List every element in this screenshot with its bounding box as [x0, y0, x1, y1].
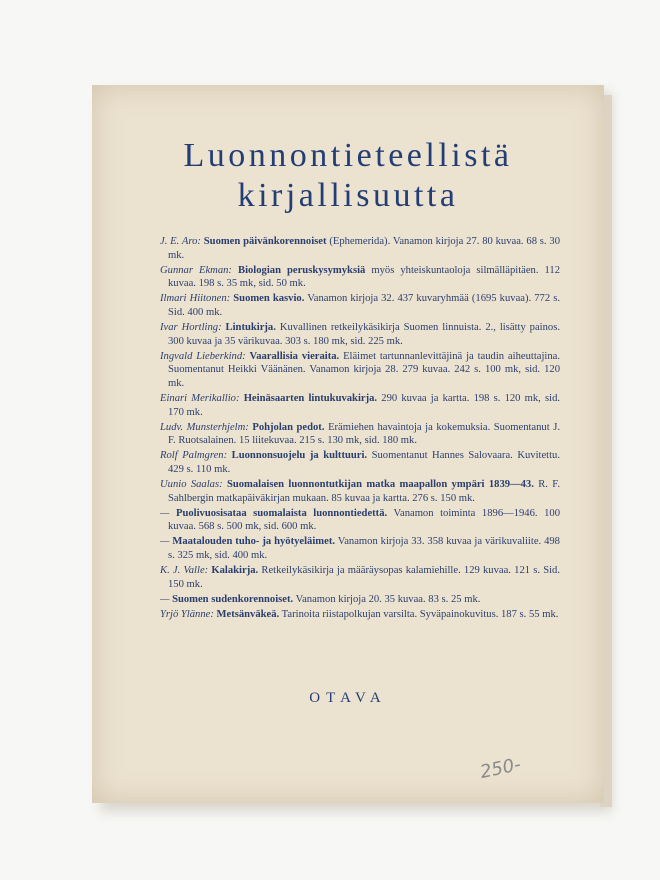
entry-description: Vanamon toiminta 1896—1946. 100 kuvaa. 568 s. 500 mk, sid. 600 mk. [168, 507, 560, 533]
entry-author: Ilmari Hiitonen: [160, 293, 231, 305]
entry-book-title: Vaarallisia vieraita. [249, 350, 340, 362]
catalog-entry [160, 350, 560, 391]
catalog-entry [160, 321, 560, 348]
book-catalog [160, 235, 560, 623]
entry-description: Retkeilykäsikirja ja määräysopas kalamiehille. 129 kuvaa. 121 s. Sid. 150 mk. [168, 565, 560, 590]
entry-author: — [160, 593, 170, 605]
entry-description: myös yhteiskuntaoloja silmälläpitäen. 112 kuvaa. 198 s. 35 mk, sid. 50 mk. [168, 264, 561, 290]
cover-title-line-2: kirjallisuutta [237, 177, 459, 214]
entry-book-title: Metsänväkeä. [216, 608, 280, 620]
entry-book-title: Pohjolan pedot. [252, 421, 325, 433]
entry-author: — [160, 507, 170, 519]
entry-description: R. F. Sahlbergin matkapäiväkirjan mukaan. 85 kuvaa ja kartta. 276 s. 150 mk. [168, 479, 560, 504]
entry-author: Uunio Saalas: [160, 479, 223, 491]
cover-title [92, 136, 604, 216]
entry-description: Erämiehen havaintoja ja kokemuksia. Suomentanut J. F. Ruotsalainen. 15 liitekuvaa. 215 s. 130 mk, sid. 180 mk. [168, 421, 560, 447]
catalog-entry [160, 292, 560, 319]
entry-book-title: Luonnonsuojelu ja kulttuuri. [231, 450, 368, 462]
entry-description: Eläimet tartunnanlevittäjinä ja taudin aiheuttajina. Suomentanut Heikki Väänänen. Vanamon kirjoja 28. 279 kuvaa. 242 s. 100 mk, sid. 120 mk. [168, 350, 560, 389]
catalog-entry [160, 608, 560, 622]
catalog-entry [160, 478, 560, 505]
entry-author: J. E. Aro: [160, 236, 201, 247]
catalog-entry [160, 264, 560, 291]
entry-description: Suomentanut Hannes Salovaara. Kuvitettu. 429 s. 110 mk. [168, 450, 560, 475]
entry-book-title: Kalakirja. [211, 565, 259, 577]
catalog-entry [160, 564, 560, 591]
entry-author: Ivar Hortling: [160, 322, 222, 334]
entry-book-title: Suomen päivänkorennoiset [203, 236, 327, 247]
entry-book-title: Biologian peruskysymyksiä [238, 264, 366, 276]
entry-description: Vanamon kirjoja 20. 35 kuvaa. 83 s. 25 mk. [295, 593, 481, 605]
entry-book-title: Suomen kasvio. [233, 293, 305, 305]
entry-book-title: Puolivuosisataa suomalaista luonnontiedettä. [175, 507, 388, 519]
pencil-price-mark: 250- [478, 753, 523, 784]
catalog-entry [160, 449, 560, 476]
entry-book-title: Suomen sudenkorennoiset. [172, 593, 294, 605]
entry-author: — [160, 536, 170, 548]
entry-book-title: Heinäsaarten lintukuvakirja. [243, 393, 378, 405]
entry-description: Vanamon kirjoja 32. 437 kuvaryhmää (1695 kuvaa). 772 s. Sid. 400 mk. [168, 293, 560, 318]
entry-author: Einari Merikallio: [160, 393, 240, 405]
entry-description: (Ephemerida). Vanamon kirjoja 27. 80 kuvaa. 68 s. 30 mk. [168, 236, 560, 261]
entry-description: 290 kuvaa ja kartta. 198 s. 120 mk, sid. 170 mk. [168, 393, 561, 418]
entry-description: Kuvallinen retkeilykäsikirja Suomen linnuista. 2., lisätty painos. 300 kuvaa ja 35 värikuvaa. 303 s. 180 mk, sid. 225 mk. [168, 322, 560, 347]
entry-author: Ludv. Munsterhjelm: [160, 421, 249, 433]
publisher-name: OTAVA [309, 690, 387, 706]
catalog-entry [160, 507, 560, 534]
catalog-entry [160, 235, 560, 262]
entry-description: Tarinoita riistapolkujan varsilta. Syväpainokuvitus. 187 s. 55 mk. [281, 608, 559, 620]
entry-author: K. J. Valle: [160, 565, 209, 577]
entry-author: Yrjö Ylänne: [160, 608, 214, 620]
catalog-entry [160, 593, 560, 607]
entry-book-title: Suomalaisen luonnontutkijan matka maapallon ympäri 1839—43. [226, 479, 534, 491]
catalog-entry [160, 421, 560, 448]
entry-description: Vanamon kirjoja 33. 358 kuvaa ja värikuvaliite. 498 s. 325 mk, sid. 400 mk. [168, 536, 560, 562]
entry-author: Rolf Palmgren: [160, 450, 228, 462]
entry-book-title: Maatalouden tuho- ja hyötyeläimet. [172, 536, 335, 548]
catalog-entry [160, 535, 560, 562]
entry-author: Gunnar Ekman: [160, 264, 232, 276]
cover-title-line-1: Luonnontieteellistä [183, 137, 513, 174]
catalog-entry [160, 392, 560, 419]
entry-author: Ingvald Lieberkind: [160, 350, 246, 362]
entry-book-title: Lintukirja. [225, 322, 276, 334]
